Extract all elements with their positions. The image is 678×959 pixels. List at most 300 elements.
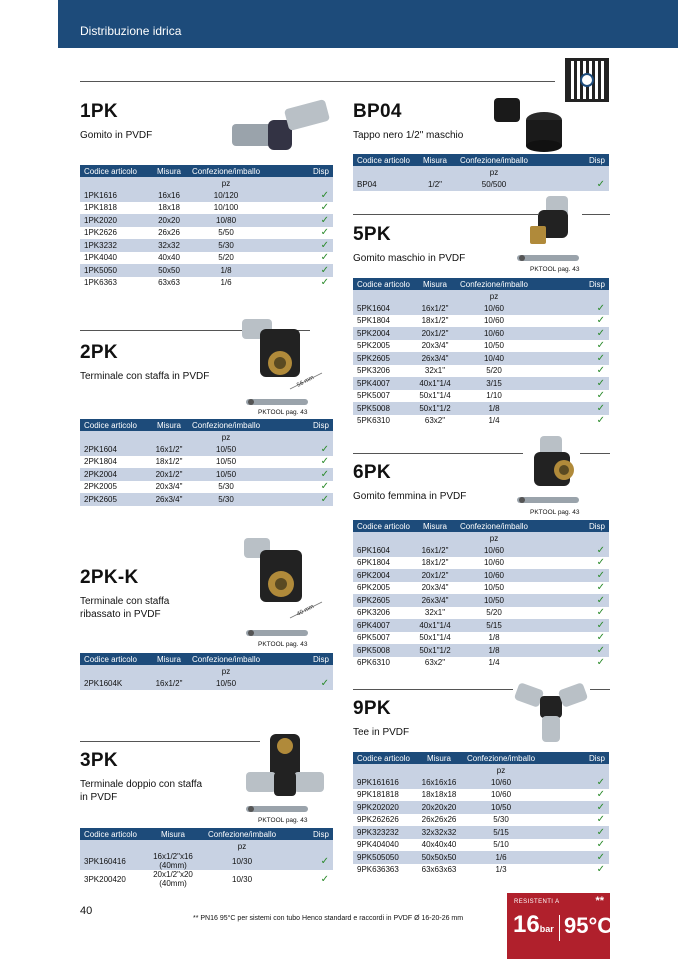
product-title: 2PK-K xyxy=(80,567,139,588)
size: 63x63 xyxy=(150,277,188,290)
col-header-size: Misura xyxy=(415,278,455,290)
size: 50x1"1/4 xyxy=(415,390,455,403)
col-header-size: Misura xyxy=(150,419,188,431)
package: 1/8 xyxy=(188,264,264,277)
package: 10/60 xyxy=(455,327,533,340)
unit-label: pz xyxy=(188,431,264,443)
table-row xyxy=(353,789,609,802)
size: 1/2" xyxy=(415,178,455,191)
size: 50x50x50 xyxy=(415,851,463,864)
elbow-fitting-image xyxy=(228,98,336,154)
size: 20x1/2" xyxy=(150,468,188,481)
size: 18x18x18 xyxy=(415,789,463,802)
pktool-icon xyxy=(513,494,583,506)
package: 50/500 xyxy=(455,178,533,191)
article-code: 1PK6363 xyxy=(80,277,150,290)
article-code: 5PK1804 xyxy=(353,315,415,328)
female-elbow-image xyxy=(530,432,584,494)
available-check-icon: ✓ xyxy=(533,657,609,670)
available-check-icon: ✓ xyxy=(264,443,333,456)
product-title: 1PK xyxy=(80,101,118,122)
article-code: 5PK5008 xyxy=(353,402,415,415)
table-row xyxy=(80,214,333,227)
article-code: 9PK202020 xyxy=(353,801,415,814)
black-plug-image xyxy=(490,96,572,156)
table-row xyxy=(80,252,333,265)
available-check-icon: ✓ xyxy=(533,557,609,570)
col-header-code: Codice articolo xyxy=(353,520,415,532)
size: 20x3/4" xyxy=(415,582,455,595)
size: 20x20x20 xyxy=(415,801,463,814)
table-2pk xyxy=(80,419,333,506)
package: 10/60 xyxy=(455,302,533,315)
section-5pk xyxy=(353,224,465,265)
article-code: 6PK1604 xyxy=(353,544,415,557)
table-row xyxy=(353,644,609,657)
size: 50x1"1/4 xyxy=(415,632,455,645)
footnote: ** PN16 95°C per sistemi con tubo Henco standard e raccordi in PVDF Ø 16-20-26 mm xyxy=(193,915,464,922)
section-3pk xyxy=(80,750,202,804)
unit-label: pz xyxy=(204,840,280,852)
available-check-icon: ✓ xyxy=(533,390,609,403)
package: 10/30 xyxy=(204,852,280,870)
col-header-disp: Disp xyxy=(264,165,333,177)
available-check-icon: ✓ xyxy=(539,801,609,814)
badge-label: RESISTENTI A xyxy=(514,899,560,905)
badge-separator xyxy=(559,915,560,941)
available-check-icon: ✓ xyxy=(533,315,609,328)
article-code: 5PK2005 xyxy=(353,340,415,353)
table-bp04 xyxy=(353,154,609,191)
size: 26x26 xyxy=(150,227,188,240)
available-check-icon: ✓ xyxy=(533,365,609,378)
divider xyxy=(580,453,610,454)
size: 40x40 xyxy=(150,252,188,265)
table-row xyxy=(80,264,333,277)
divider xyxy=(590,689,610,690)
col-header-disp: Disp xyxy=(264,653,333,665)
package: 5/15 xyxy=(463,826,539,839)
size: 26x3/4" xyxy=(150,493,188,506)
available-check-icon: ✓ xyxy=(539,839,609,852)
product-subtitle: Tappo nero 1/2" maschio xyxy=(353,130,464,141)
available-check-icon: ✓ xyxy=(533,340,609,353)
size: 26x26x26 xyxy=(415,814,463,827)
size: 20x3/4" xyxy=(415,340,455,353)
article-code: 9PK161616 xyxy=(353,776,415,789)
package: 1/8 xyxy=(455,644,533,657)
pktool-reference: PKTOOL pag. 43 xyxy=(258,409,308,416)
available-check-icon: ✓ xyxy=(264,214,333,227)
table-row xyxy=(80,493,333,506)
unit-label: pz xyxy=(188,177,264,189)
col-header-pack: Confezione/imballo xyxy=(455,278,533,290)
size: 20x3/4" xyxy=(150,481,188,494)
size: 16x16 xyxy=(150,189,188,202)
divider xyxy=(353,453,523,454)
product-subtitle-line1: Terminale con staffa xyxy=(80,596,170,607)
table-row xyxy=(353,402,609,415)
article-code: 1PK3232 xyxy=(80,239,150,252)
package: 10/80 xyxy=(188,214,264,227)
article-code: 6PK1804 xyxy=(353,557,415,570)
size: 16x1/2" xyxy=(150,443,188,456)
table-row xyxy=(353,607,609,620)
product-subtitle: Gomito femmina in PVDF xyxy=(353,491,467,502)
article-code: 5PK2004 xyxy=(353,327,415,340)
pktool-icon xyxy=(513,252,583,264)
col-header-pack: Confezione/imballo xyxy=(463,752,539,764)
table-row xyxy=(80,202,333,215)
size: 16x1/2" xyxy=(415,302,455,315)
wall-terminal-image xyxy=(236,315,324,395)
product-title: 6PK xyxy=(353,462,391,483)
table-row xyxy=(80,189,333,202)
section-6pk xyxy=(353,462,466,503)
badge-stars: ** xyxy=(595,895,604,907)
col-header-size: Misura xyxy=(415,154,455,166)
size: 63x2" xyxy=(415,657,455,670)
package: 10/30 xyxy=(204,870,280,888)
article-code: 5PK5007 xyxy=(353,390,415,403)
article-code: 1PK2020 xyxy=(80,214,150,227)
unit-row xyxy=(353,166,609,178)
col-header-code: Codice articolo xyxy=(353,752,415,764)
available-check-icon: ✓ xyxy=(539,851,609,864)
col-header-pack: Confezione/imballo xyxy=(188,419,264,431)
table-row xyxy=(353,851,609,864)
product-subtitle-line2: ribassato in PVDF xyxy=(80,609,161,620)
dimension-label: 40 mm xyxy=(296,603,316,618)
size: 18x1/2" xyxy=(150,456,188,469)
pktool-reference: PKTOOL pag. 43 xyxy=(258,817,308,824)
available-check-icon: ✓ xyxy=(533,415,609,428)
package: 1/8 xyxy=(455,632,533,645)
unit-row xyxy=(80,177,333,189)
article-code: 6PK4007 xyxy=(353,619,415,632)
table-row xyxy=(353,619,609,632)
col-header-size: Misura xyxy=(150,653,188,665)
size: 16x1/2"x16 (40mm) xyxy=(142,852,204,870)
available-check-icon: ✓ xyxy=(533,544,609,557)
pktool-reference: PKTOOL pag. 43 xyxy=(530,509,580,516)
col-header-pack: Confezione/imballo xyxy=(188,165,264,177)
article-code: 9PK404040 xyxy=(353,839,415,852)
col-header-disp: Disp xyxy=(280,828,333,840)
package: 10/120 xyxy=(188,189,264,202)
col-header-code: Codice articolo xyxy=(353,278,415,290)
product-title: BP04 xyxy=(353,101,402,122)
package: 5/50 xyxy=(188,227,264,240)
available-check-icon: ✓ xyxy=(539,826,609,839)
table-row xyxy=(353,776,609,789)
table-row xyxy=(353,569,609,582)
col-header-code: Codice articolo xyxy=(80,653,150,665)
available-check-icon: ✓ xyxy=(533,352,609,365)
table-row xyxy=(353,340,609,353)
package: 1/6 xyxy=(463,851,539,864)
available-check-icon: ✓ xyxy=(280,870,333,888)
table-row xyxy=(80,870,333,888)
pktool-icon xyxy=(242,396,312,408)
product-title: 9PK xyxy=(353,698,391,719)
table-row xyxy=(353,632,609,645)
size: 18x1/2" xyxy=(415,557,455,570)
available-check-icon: ✓ xyxy=(533,327,609,340)
package: 10/50 xyxy=(455,340,533,353)
section-1pk xyxy=(80,101,152,142)
package: 10/60 xyxy=(455,544,533,557)
available-check-icon: ✓ xyxy=(264,481,333,494)
page-category-title: Distribuzione idrica xyxy=(80,24,182,38)
pktool-icon xyxy=(242,627,312,639)
available-check-icon: ✓ xyxy=(539,776,609,789)
available-check-icon: ✓ xyxy=(264,239,333,252)
table-row xyxy=(353,352,609,365)
article-code: 9PK636363 xyxy=(353,864,415,877)
article-code: 5PK6310 xyxy=(353,415,415,428)
available-check-icon: ✓ xyxy=(533,377,609,390)
unit-label: pz xyxy=(455,166,533,178)
product-subtitle-line2: in PVDF xyxy=(80,792,118,803)
size: 32x1" xyxy=(415,607,455,620)
size: 26x3/4" xyxy=(415,352,455,365)
size: 50x1"1/2 xyxy=(415,402,455,415)
table-1pk xyxy=(80,165,333,289)
size: 20x1/2"x20 (40mm) xyxy=(142,870,204,888)
package: 5/30 xyxy=(463,814,539,827)
section-9pk xyxy=(353,698,409,739)
table-row xyxy=(353,544,609,557)
size: 63x2" xyxy=(415,415,455,428)
available-check-icon: ✓ xyxy=(264,468,333,481)
size: 50x50 xyxy=(150,264,188,277)
page-number: 40 xyxy=(80,905,93,917)
col-header-size: Misura xyxy=(142,828,204,840)
unit-row xyxy=(353,290,609,302)
divider xyxy=(582,214,610,215)
article-code: 1PK1818 xyxy=(80,202,150,215)
table-row xyxy=(80,227,333,240)
table-row xyxy=(353,801,609,814)
article-code: 2PK1804 xyxy=(80,456,150,469)
package: 10/60 xyxy=(455,315,533,328)
article-code: 5PK3206 xyxy=(353,365,415,378)
package: 1/4 xyxy=(455,415,533,428)
dimension-label: 56 mm xyxy=(296,374,316,389)
article-code: 6PK2005 xyxy=(353,582,415,595)
col-header-pack: Confezione/imballo xyxy=(455,520,533,532)
table-2pk-k xyxy=(80,653,333,690)
section-2pk xyxy=(80,342,209,383)
article-code: 2PK2005 xyxy=(80,481,150,494)
unit-row xyxy=(80,665,333,677)
product-title: 2PK xyxy=(80,342,118,363)
table-row xyxy=(353,594,609,607)
available-check-icon: ✓ xyxy=(533,569,609,582)
available-check-icon: ✓ xyxy=(533,607,609,620)
available-check-icon: ✓ xyxy=(264,202,333,215)
col-header-code: Codice articolo xyxy=(80,165,150,177)
product-subtitle: Gomito in PVDF xyxy=(80,130,153,141)
product-subtitle xyxy=(80,778,202,804)
package: 1/3 xyxy=(463,864,539,877)
package: 10/60 xyxy=(463,776,539,789)
package: 10/60 xyxy=(463,789,539,802)
pktool-icon xyxy=(242,803,312,815)
table-row xyxy=(80,239,333,252)
available-check-icon: ✓ xyxy=(264,189,333,202)
available-check-icon: ✓ xyxy=(533,402,609,415)
article-code: 6PK3206 xyxy=(353,607,415,620)
pktool-reference: PKTOOL pag. 43 xyxy=(530,266,580,273)
package: 10/50 xyxy=(455,582,533,595)
product-title: 3PK xyxy=(80,750,118,771)
section-2pk-k xyxy=(80,567,169,621)
low-wall-terminal-image xyxy=(236,532,324,624)
product-subtitle: Terminale con staffa in PVDF xyxy=(80,371,210,382)
package: 5/30 xyxy=(188,481,264,494)
table-row xyxy=(353,302,609,315)
article-code: 1PK5050 xyxy=(80,264,150,277)
pktool-reference: PKTOOL pag. 43 xyxy=(258,641,308,648)
size: 20x1/2" xyxy=(415,569,455,582)
available-check-icon: ✓ xyxy=(264,252,333,265)
col-header-pack: Confezione/imballo xyxy=(455,154,533,166)
article-code: 6PK2004 xyxy=(353,569,415,582)
resistance-badge xyxy=(507,893,614,959)
col-header-disp: Disp xyxy=(533,154,609,166)
size: 40x1"1/4 xyxy=(415,377,455,390)
package: 1/8 xyxy=(455,402,533,415)
unit-row xyxy=(353,764,609,776)
table-row xyxy=(353,365,609,378)
col-header-disp: Disp xyxy=(539,752,609,764)
article-code: 2PK1604 xyxy=(80,443,150,456)
col-header-disp: Disp xyxy=(533,278,609,290)
size: 20x20 xyxy=(150,214,188,227)
col-header-pack: Confezione/imballo xyxy=(188,653,264,665)
col-header-size: Misura xyxy=(415,752,463,764)
size: 16x16x16 xyxy=(415,776,463,789)
package: 1/6 xyxy=(188,277,264,290)
article-code: 5PK2605 xyxy=(353,352,415,365)
col-header-code: Codice articolo xyxy=(80,828,142,840)
unit-label: pz xyxy=(455,532,533,544)
brand-logo-icon xyxy=(580,73,594,87)
product-subtitle: Tee in PVDF xyxy=(353,727,410,738)
badge-pressure-unit: bar xyxy=(539,924,554,934)
size: 40x1"1/4 xyxy=(415,619,455,632)
table-row xyxy=(353,327,609,340)
article-code: 5PK1604 xyxy=(353,302,415,315)
package: 10/50 xyxy=(188,456,264,469)
size: 40x40x40 xyxy=(415,839,463,852)
article-code: 3PK200420 xyxy=(80,870,142,888)
package: 10/60 xyxy=(455,557,533,570)
divider xyxy=(353,689,513,690)
table-row xyxy=(353,178,609,191)
available-check-icon: ✓ xyxy=(539,814,609,827)
header-bar xyxy=(58,0,678,48)
available-check-icon: ✓ xyxy=(264,677,333,690)
table-row xyxy=(353,826,609,839)
table-row xyxy=(80,852,333,870)
badge-pressure xyxy=(513,911,554,939)
article-code: 5PK4007 xyxy=(353,377,415,390)
table-row xyxy=(353,415,609,428)
article-code: 1PK2626 xyxy=(80,227,150,240)
package: 5/30 xyxy=(188,493,264,506)
package: 10/100 xyxy=(188,202,264,215)
package: 10/50 xyxy=(455,594,533,607)
article-code: BP04 xyxy=(353,178,415,191)
table-row xyxy=(353,814,609,827)
divider xyxy=(353,214,538,215)
available-check-icon: ✓ xyxy=(264,264,333,277)
available-check-icon: ✓ xyxy=(533,632,609,645)
size: 32x32x32 xyxy=(415,826,463,839)
article-code: 6PK2605 xyxy=(353,594,415,607)
section-bp04 xyxy=(353,101,463,142)
size: 16x1/2" xyxy=(415,544,455,557)
product-subtitle-line1: Terminale doppio con staffa xyxy=(80,779,203,790)
available-check-icon: ✓ xyxy=(264,493,333,506)
col-header-size: Misura xyxy=(150,165,188,177)
divider xyxy=(80,741,260,742)
package: 10/50 xyxy=(463,801,539,814)
table-row xyxy=(80,468,333,481)
article-code: 2PK1604K xyxy=(80,677,150,690)
article-code: 6PK6310 xyxy=(353,657,415,670)
col-header-pack: Confezione/imballo xyxy=(204,828,280,840)
table-row xyxy=(80,677,333,690)
tee-fitting-image xyxy=(512,680,592,744)
available-check-icon: ✓ xyxy=(533,302,609,315)
size: 32x32 xyxy=(150,239,188,252)
col-header-code: Codice articolo xyxy=(80,419,150,431)
table-row xyxy=(353,557,609,570)
table-row xyxy=(80,277,333,290)
available-check-icon: ✓ xyxy=(264,456,333,469)
table-row xyxy=(353,390,609,403)
col-header-disp: Disp xyxy=(264,419,333,431)
available-check-icon: ✓ xyxy=(533,619,609,632)
table-row xyxy=(353,657,609,670)
available-check-icon: ✓ xyxy=(533,178,609,191)
article-code: 6PK5007 xyxy=(353,632,415,645)
available-check-icon: ✓ xyxy=(264,227,333,240)
article-code: 2PK2004 xyxy=(80,468,150,481)
available-check-icon: ✓ xyxy=(264,277,333,290)
available-check-icon: ✓ xyxy=(539,789,609,802)
unit-row xyxy=(80,431,333,443)
available-check-icon: ✓ xyxy=(533,644,609,657)
table-row xyxy=(353,864,609,877)
package: 10/40 xyxy=(455,352,533,365)
package: 5/10 xyxy=(463,839,539,852)
badge-pressure-value: 16 xyxy=(513,911,540,938)
article-code: 3PK160416 xyxy=(80,852,142,870)
table-9pk xyxy=(353,752,609,876)
size: 16x1/2" xyxy=(150,677,188,690)
table-row xyxy=(80,456,333,469)
size: 18x1/2" xyxy=(415,315,455,328)
table-row xyxy=(353,315,609,328)
available-check-icon: ✓ xyxy=(533,594,609,607)
badge-temperature: 95°C xyxy=(564,913,614,938)
article-code: 9PK181818 xyxy=(353,789,415,802)
